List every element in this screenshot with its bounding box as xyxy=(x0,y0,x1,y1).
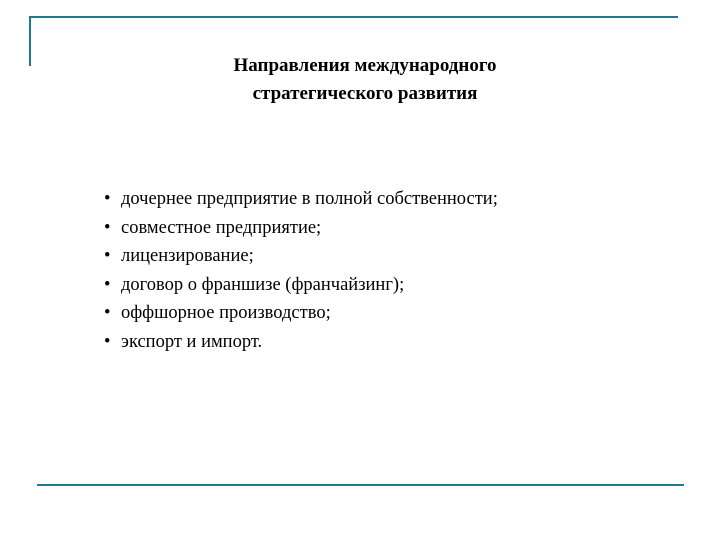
list-item xyxy=(104,271,694,300)
slide-title xyxy=(140,52,590,108)
bullet-icon: • xyxy=(104,274,111,295)
bullet-icon: • xyxy=(104,246,111,266)
list-item-text: совместное предприятие; xyxy=(121,217,322,238)
title-line-1: Направления международного xyxy=(233,55,497,76)
bullet-icon: • xyxy=(104,217,111,238)
list-item xyxy=(104,214,694,243)
list-item xyxy=(104,299,694,328)
frame-bottom-line xyxy=(37,484,684,486)
list-item-text: договор о франшизе (франчайзинг); xyxy=(121,274,405,295)
bullet-icon: • xyxy=(104,331,111,352)
list-item-text: дочернее предприятие в полной собственности; xyxy=(121,189,498,209)
list-item-text: лицензирование; xyxy=(121,246,254,266)
frame-top-line xyxy=(29,16,678,18)
bullet-icon: • xyxy=(104,303,111,323)
list-item xyxy=(104,242,694,271)
frame-left-line xyxy=(29,16,31,66)
list-item xyxy=(104,185,694,214)
title-line-2: стратегического развития xyxy=(252,83,478,104)
list-item xyxy=(104,328,694,357)
bullet-icon: • xyxy=(104,189,111,209)
bullet-list xyxy=(104,185,694,356)
list-item-text: оффшорное производство; xyxy=(121,303,331,323)
list-item-text: экспорт и импорт. xyxy=(121,331,263,352)
